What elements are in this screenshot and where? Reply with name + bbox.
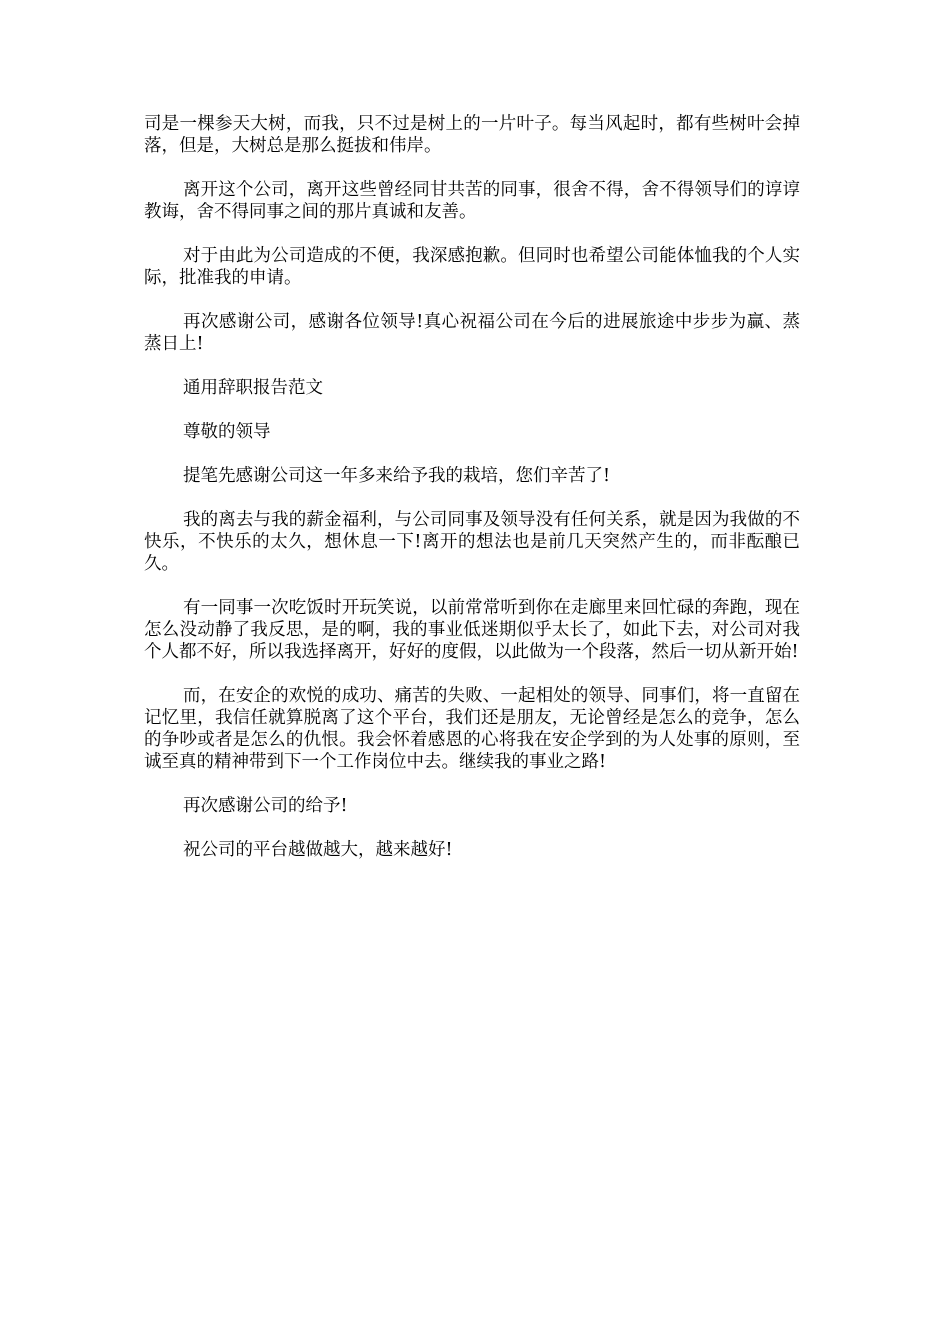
paragraph-best-wishes: 祝公司的平台越做越大，越来越好!: [183, 840, 453, 860]
paragraph-thanks-again: 再次感谢公司，感谢各位领导!真心祝福公司在今后的进展旅途中步步为赢、蒸蒸日上!: [144, 312, 800, 354]
paragraph-reason: 我的离去与我的薪金福利，与公司同事及领导没有任何关系，就是因为我做的不快乐，不快乐的太久，想休息一下!离开的想法也是前几天突然产生的，而非酝酿已久。: [144, 510, 800, 574]
salutation: 尊敬的领导: [183, 422, 271, 442]
paragraph-anecdote: 有一同事一次吃饭时开玩笑说，以前常常听到你在走廊里来回忙碌的奔跑，现在怎么没动静了我反思，是的啊，我的事业低迷期似乎太长了，如此下去，对公司对我个人都不好，所以我选择离开，好好的度假，以此做为一个段落，然后一切从新开始!: [144, 598, 800, 662]
paragraph-closing-thanks: 再次感谢公司的给予!: [183, 796, 348, 816]
section-heading: 通用辞职报告范文: [183, 378, 323, 398]
paragraph-memories: 而，在安企的欢悦的成功、痛苦的失败、一起相处的领导、同事们，将一直留在记忆里，我信任就算脱离了这个平台，我们还是朋友，无论曾经是怎么的竞争，怎么的争吵或者是怎么的仇恨。我会怀着感恩的心将我在安企学到的为人处事的原则，至诚至真的精神带到下一个工作岗位中去。继续我的事业之路!: [144, 686, 800, 772]
document-body: [144, 113, 800, 883]
paragraph-farewell-colleagues: 离开这个公司，离开这些曾经同甘共苦的同事，很舍不得，舍不得领导们的谆谆教诲，舍不得同事之间的那片真诚和友善。: [144, 180, 800, 222]
paragraph-continuation: 司是一棵参天大树，而我，只不过是树上的一片叶子。每当风起时，都有些树叶会掉落，但是，大树总是那么挺拔和伟岸。: [144, 114, 800, 156]
paragraph-opening-thanks: 提笔先感谢公司这一年多来给予我的栽培，您们辛苦了!: [183, 466, 611, 486]
paragraph-apology: 对于由此为公司造成的不便，我深感抱歉。但同时也希望公司能体恤我的个人实际，批准我的申请。: [144, 246, 800, 288]
